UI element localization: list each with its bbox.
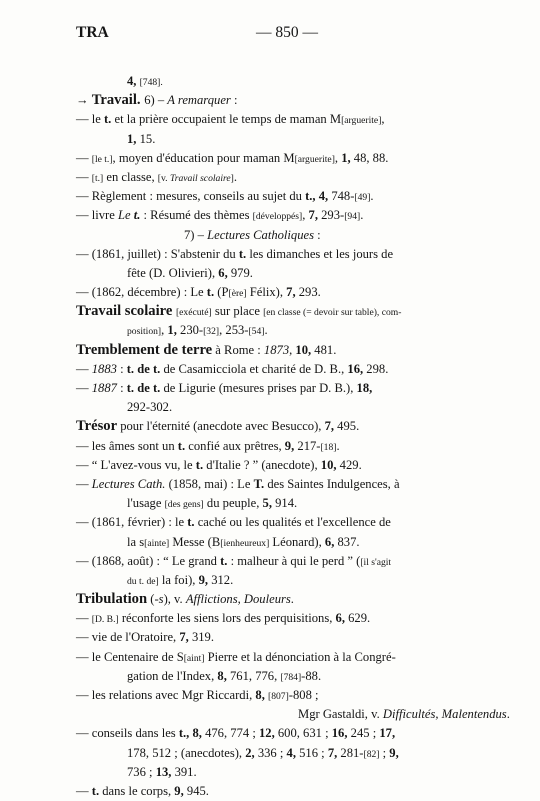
volume-ref: 8, bbox=[255, 688, 265, 702]
text: 15. bbox=[136, 131, 156, 146]
entry-heading: Trésor bbox=[76, 418, 118, 435]
editorial-note: [ainte] bbox=[144, 537, 170, 549]
index-line bbox=[76, 686, 468, 705]
entry-heading: Travail scolaire bbox=[76, 303, 176, 320]
index-line bbox=[76, 667, 468, 686]
volume-ref: 7, bbox=[308, 208, 318, 223]
index-line bbox=[76, 302, 468, 321]
text: les dimanches et les jours de bbox=[246, 246, 394, 261]
index-line bbox=[76, 264, 468, 283]
editorial-note: [748]. bbox=[139, 77, 163, 88]
editorial-note: [D. B.] bbox=[91, 614, 119, 626]
index-line bbox=[76, 168, 468, 187]
text: 298. bbox=[363, 361, 389, 376]
editorial-note: [32] bbox=[203, 326, 220, 338]
volume-ref: 16, bbox=[347, 361, 364, 376]
text: . bbox=[336, 438, 340, 453]
text: (- bbox=[147, 592, 159, 607]
volume-ref: t. bbox=[206, 285, 215, 300]
text: : Résumé des thèmes bbox=[140, 208, 253, 223]
italic-text: Difficultés, Malentendus bbox=[382, 707, 507, 722]
text: Félix), bbox=[246, 285, 287, 300]
volume-ref: 10, bbox=[320, 457, 337, 472]
index-line bbox=[76, 245, 468, 264]
text: et la prière occupaient le temps de maman M bbox=[111, 112, 342, 127]
text: — bbox=[76, 150, 92, 165]
text: Mgr Gastaldi, v. bbox=[298, 707, 383, 722]
index-line bbox=[76, 744, 468, 763]
editorial-note: [arguerite] bbox=[341, 115, 382, 127]
volume-ref: t. bbox=[195, 457, 204, 472]
volume-ref: t. bbox=[238, 246, 247, 261]
running-head: TRA bbox=[76, 24, 109, 41]
text: Messe (B bbox=[169, 534, 221, 549]
text: à Rome : bbox=[212, 342, 264, 357]
editorial-note: [82] bbox=[363, 748, 380, 760]
text: — “ L'avez-vous vu, le bbox=[76, 457, 196, 472]
italic-text: s bbox=[158, 592, 164, 607]
editorial-note: [des gens] bbox=[164, 499, 204, 511]
index-line bbox=[76, 494, 468, 513]
volume-ref: 17, bbox=[379, 726, 396, 741]
volume-ref: 6, bbox=[335, 611, 345, 626]
index-line bbox=[76, 475, 468, 494]
volume-ref: t. bbox=[103, 112, 112, 127]
entry-heading: Tremblement de terre bbox=[76, 341, 213, 358]
text: (P bbox=[214, 285, 229, 300]
editorial-note: [54] bbox=[248, 326, 265, 338]
text: sur place bbox=[211, 304, 264, 319]
editorial-note: position] bbox=[127, 326, 162, 338]
text: — les relations avec Mgr Riccardi, bbox=[76, 688, 256, 702]
text: 391. bbox=[171, 764, 197, 779]
text: — (1861, février) : le bbox=[76, 515, 188, 530]
text: — bbox=[76, 169, 92, 184]
text: caché ou les qualités et l'excellence de bbox=[194, 515, 391, 530]
index-line bbox=[76, 398, 468, 417]
editorial-note: [le t.] bbox=[91, 153, 113, 165]
index-line bbox=[76, 628, 468, 647]
text: 230- bbox=[176, 323, 204, 338]
text: 178, 512 ; (anecdotes), bbox=[127, 745, 246, 760]
text: 629. bbox=[344, 611, 371, 626]
index-line bbox=[76, 206, 468, 225]
text: : malheur à qui le perd ” ( bbox=[227, 553, 361, 568]
text: — bbox=[76, 476, 92, 491]
text: 516 ; bbox=[295, 745, 328, 760]
index-line bbox=[76, 513, 468, 532]
editorial-note: Travail scolaire bbox=[169, 172, 231, 184]
volume-ref: 2, bbox=[245, 745, 255, 760]
text: Léonard), bbox=[269, 534, 325, 549]
arrow-icon: → bbox=[76, 93, 92, 108]
text: la foi), bbox=[158, 572, 199, 587]
text: 945. bbox=[183, 783, 209, 798]
text: — le Centenaire de S bbox=[76, 649, 184, 664]
text: 281- bbox=[337, 745, 364, 760]
index-line bbox=[76, 72, 468, 91]
text: de Casamicciola et charité de D. B., bbox=[160, 361, 348, 376]
text: . bbox=[370, 189, 374, 204]
text: — (1868, août) : “ Le grand bbox=[76, 553, 221, 568]
text: , 253- bbox=[219, 323, 249, 338]
volume-ref: 12, bbox=[258, 726, 275, 741]
index-line bbox=[76, 91, 468, 110]
editorial-note: [94] bbox=[344, 211, 361, 223]
index-line bbox=[76, 648, 468, 667]
volume-ref: 1, bbox=[341, 150, 351, 165]
index-line bbox=[76, 456, 468, 475]
text: ; bbox=[379, 745, 390, 760]
editorial-note: [ienheureux] bbox=[220, 537, 270, 549]
text: , moyen d'éducation pour maman M bbox=[112, 150, 295, 165]
text: de Ligurie (mesures prises par D. B.), bbox=[160, 381, 357, 395]
text: l'usage bbox=[127, 496, 165, 511]
text: 48, 88. bbox=[350, 150, 389, 165]
text: . bbox=[264, 323, 268, 338]
volume-ref: t. bbox=[220, 553, 228, 568]
text: — conseils dans les bbox=[76, 726, 179, 741]
index-line bbox=[76, 782, 468, 801]
text: d'Italie ? ” (anecdote), bbox=[203, 457, 321, 472]
editorial-note: [t.] bbox=[91, 172, 104, 184]
volume-ref: 6, bbox=[324, 534, 335, 549]
text: confié aux prêtres, bbox=[185, 438, 285, 453]
text: — les âmes sont un bbox=[76, 438, 178, 453]
volume-ref: t. bbox=[91, 783, 100, 798]
volume-ref: 10, bbox=[295, 342, 312, 357]
editorial-note: [il s'agit bbox=[360, 556, 392, 568]
index-line bbox=[76, 417, 468, 436]
volume-ref: 4, bbox=[127, 74, 140, 88]
page-number: — 850 — bbox=[256, 24, 318, 41]
text: -88. bbox=[301, 668, 322, 683]
editorial-note: [784] bbox=[280, 671, 302, 683]
text: réconforte les siens lors des perquisitions, bbox=[118, 611, 336, 626]
text: du peuple, bbox=[203, 496, 263, 511]
volume-ref: 7, bbox=[324, 419, 335, 434]
volume-ref: t. de t. bbox=[126, 361, 161, 376]
text: 837. bbox=[334, 534, 360, 549]
text: 495. bbox=[334, 419, 360, 434]
index-line bbox=[76, 705, 510, 724]
index-line bbox=[76, 283, 468, 302]
text: 293- bbox=[317, 208, 345, 223]
text: — (1861, juillet) : S'abstenir du bbox=[76, 246, 239, 261]
text: 600, 631 ; bbox=[274, 726, 332, 741]
index-line bbox=[76, 187, 468, 206]
volume-ref: 6, bbox=[218, 265, 228, 280]
volume-ref: 8, bbox=[217, 668, 227, 683]
text: — vie de l'Oratoire, bbox=[76, 630, 180, 645]
italic-text: Lectures Catholiques bbox=[207, 227, 315, 242]
text: 312. bbox=[208, 572, 234, 587]
index-line bbox=[76, 110, 468, 129]
text: — bbox=[76, 611, 92, 626]
volume-ref: 7, bbox=[286, 285, 296, 300]
text: , bbox=[302, 208, 309, 223]
italic-text: Afflictions, Douleurs bbox=[185, 592, 291, 607]
text: (1858, mai) : Le bbox=[165, 476, 254, 491]
entry-heading: Tribulation bbox=[76, 591, 148, 608]
text: 476, 774 ; bbox=[201, 726, 259, 741]
index-line bbox=[76, 360, 468, 379]
index-line bbox=[76, 149, 468, 168]
text: — livre bbox=[76, 208, 118, 223]
index-line bbox=[76, 533, 468, 552]
italic-text: A remarquer bbox=[167, 93, 231, 108]
text: 245 ; bbox=[347, 726, 380, 741]
editorial-note: [18] bbox=[320, 441, 337, 453]
editorial-note: [v. bbox=[157, 172, 170, 184]
text: 319. bbox=[188, 630, 214, 645]
italic-bold-text: t. bbox=[133, 208, 141, 223]
text: 217- bbox=[294, 438, 321, 453]
index-body bbox=[76, 72, 510, 801]
index-line bbox=[76, 552, 468, 571]
text: : bbox=[116, 361, 127, 376]
index-line bbox=[76, 130, 468, 149]
text: . bbox=[360, 208, 364, 223]
italic-text: Le bbox=[117, 208, 134, 223]
editorial-note: [49] bbox=[354, 192, 371, 204]
text: 914. bbox=[271, 496, 298, 511]
text: — Règlement : mesures, conseils au sujet du bbox=[76, 189, 306, 204]
text: , bbox=[289, 342, 296, 357]
editorial-note: ] bbox=[230, 172, 234, 184]
volume-ref: t. de t. bbox=[126, 381, 161, 395]
editorial-note: [807] bbox=[268, 691, 289, 702]
text: en classe, bbox=[103, 169, 158, 184]
text: 736 ; bbox=[127, 764, 156, 779]
text: . bbox=[233, 169, 237, 184]
text: — bbox=[76, 783, 92, 798]
index-line bbox=[76, 341, 468, 360]
text: -808 ; bbox=[288, 688, 319, 702]
text: 293. bbox=[295, 285, 321, 300]
text: — bbox=[76, 361, 92, 376]
text: — bbox=[76, 381, 92, 395]
text: 336 ; bbox=[254, 745, 287, 760]
index-line bbox=[76, 571, 468, 590]
index-line bbox=[76, 321, 468, 340]
text: , bbox=[381, 112, 385, 127]
index-line bbox=[76, 226, 468, 245]
index-line bbox=[76, 609, 468, 628]
volume-ref: 1, bbox=[167, 323, 177, 338]
text: 6) – bbox=[144, 93, 168, 108]
text: . bbox=[506, 707, 510, 722]
text: fête (D. Olivieri), bbox=[127, 265, 219, 280]
volume-ref: 18, bbox=[356, 381, 373, 395]
editorial-note: [arguerite] bbox=[294, 153, 335, 165]
volume-ref: t. bbox=[177, 438, 186, 453]
text: 481. bbox=[311, 342, 337, 357]
volume-ref: 4, bbox=[286, 745, 296, 760]
volume-ref: 9, bbox=[389, 745, 399, 760]
text: : bbox=[116, 381, 127, 395]
text: des Saintes Indulgences, à bbox=[264, 476, 400, 491]
text: ), v. bbox=[163, 592, 186, 607]
text: : bbox=[314, 227, 321, 242]
volume-ref: 7, bbox=[327, 745, 338, 760]
text: gation de l'Index, bbox=[127, 668, 218, 683]
text: 979. bbox=[227, 265, 253, 280]
volume-ref: 9, bbox=[198, 572, 209, 587]
text: 748- bbox=[328, 189, 355, 204]
italic-text: 1873 bbox=[263, 342, 290, 357]
italic-text: Lectures Cath. bbox=[91, 476, 166, 491]
index-line bbox=[76, 590, 468, 609]
volume-ref: t., 8, bbox=[178, 726, 202, 741]
italic-text: 1887 bbox=[91, 381, 117, 395]
volume-ref: 9, bbox=[174, 783, 184, 798]
editorial-note: [ère] bbox=[228, 288, 247, 300]
text: , bbox=[161, 323, 168, 338]
text: dans le corps, bbox=[99, 783, 175, 798]
text: 761, 776, bbox=[226, 668, 281, 683]
volume-ref: 1, bbox=[127, 131, 137, 146]
editorial-note: [développés] bbox=[252, 211, 303, 223]
text: — (1862, décembre) : Le bbox=[76, 285, 207, 300]
text: . bbox=[290, 592, 294, 607]
text: : bbox=[230, 93, 238, 108]
volume-ref: 7, bbox=[179, 630, 189, 645]
index-line bbox=[76, 724, 468, 743]
editorial-note: du t. de] bbox=[127, 575, 159, 587]
volume-ref: t. bbox=[187, 515, 195, 530]
volume-ref: t., 4, bbox=[305, 189, 329, 204]
entry-heading: Travail. bbox=[91, 92, 145, 109]
volume-ref: T. bbox=[253, 476, 265, 491]
text: Pierre et la dénonciation à la Congré- bbox=[204, 649, 396, 664]
editorial-note: [exécuté] bbox=[175, 307, 212, 319]
text: pour l'éternité (anecdote avec Besucco), bbox=[117, 419, 325, 434]
volume-ref: 16, bbox=[331, 726, 348, 741]
index-line bbox=[76, 763, 468, 782]
editorial-note: [aint] bbox=[183, 652, 205, 664]
index-line bbox=[76, 379, 468, 398]
italic-text: 1883 bbox=[91, 361, 117, 376]
text: 7) – bbox=[184, 227, 208, 242]
volume-ref: 13, bbox=[155, 764, 172, 779]
text: , bbox=[334, 150, 342, 165]
text: 292-302. bbox=[127, 400, 173, 415]
volume-ref: 9, bbox=[284, 438, 295, 453]
editorial-note: [en classe (= devoir sur table), com- bbox=[263, 307, 402, 319]
volume-ref: 5, bbox=[262, 496, 272, 511]
text: 429. bbox=[336, 457, 362, 472]
text: la s bbox=[127, 534, 145, 549]
index-line bbox=[76, 437, 468, 456]
text: — le bbox=[76, 112, 104, 127]
